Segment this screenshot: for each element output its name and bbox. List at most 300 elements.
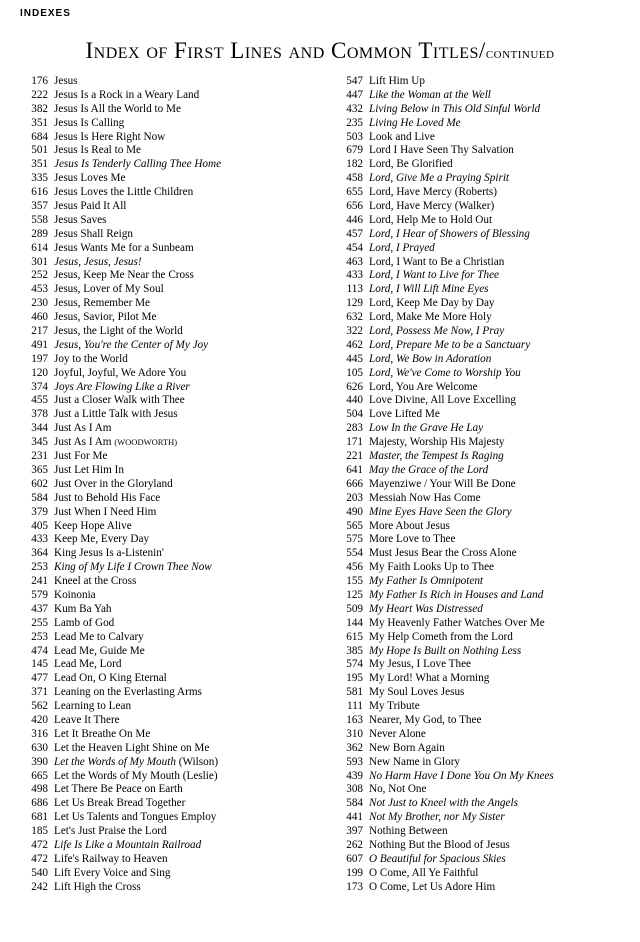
hymn-number: 593 [346,755,363,768]
hymn-title-text: Jesus Is Tenderly Calling Thee Home [54,158,222,171]
hymn-number: 540 [31,866,48,879]
index-entry [333,533,633,547]
hymn-title [369,742,633,756]
hymn-title [54,714,318,728]
hymn-title-text: My Heart Was Distressed [369,602,483,615]
hymn-title [369,506,633,520]
hymn-number: 447 [346,88,363,101]
hymn-title-text: Jesus Is All the World to Me [54,102,181,115]
hymn-number: 681 [31,811,48,824]
hymn-title-text: Let Us Talents and Tongues Employ [54,811,217,824]
hymn-title-text: Lead Me, Lord [54,658,122,671]
index-entry [18,700,318,714]
hymn-title-text: Just Let Him In [54,463,124,476]
hymn-number: 105 [346,366,363,379]
hymn-number: 155 [346,575,363,588]
index-entry [18,742,318,756]
hymn-title-text: O Beautiful for Spacious Skies [369,852,506,865]
hymn-number: 446 [346,213,363,226]
hymn-title [369,158,633,172]
hymn-title [369,381,633,395]
hymn-title [54,672,318,686]
hymn-title [54,492,318,506]
hymn-title-text: Jesus Is a Rock in a Weary Land [54,88,200,101]
index-entry [18,672,318,686]
hymn-title [54,367,318,381]
hymn-title [369,422,633,436]
index-entry [18,631,318,645]
hymn-title [369,242,633,256]
hymn-title-text: Lord, Give Me a Praying Spirit [369,172,510,185]
hymn-number: 289 [31,227,48,240]
hymn-title-text: Lift High the Cross [54,880,141,893]
hymn-title [54,631,318,645]
hymn-number: 454 [346,241,363,254]
hymn-title [54,283,318,297]
hymn-number: 574 [346,658,363,671]
hymn-number: 385 [346,644,363,657]
hymn-number: 163 [346,713,363,726]
index-entry [333,742,633,756]
index-entry [18,770,318,784]
hymn-title [369,436,633,450]
hymn-number: 509 [346,602,363,615]
hymn-title [54,297,318,311]
hymn-title [369,228,633,242]
hymn-title [369,714,633,728]
index-entry [333,381,633,395]
hymn-number: 503 [346,130,363,143]
index-entry [18,506,318,520]
hymn-title-text: Let the Words of My Mouth (Leslie) [54,769,218,782]
hymn-title-text: Lift Him Up [369,75,425,87]
hymn-title-text: Lift Every Voice and Sing [54,866,171,879]
hymn-title [54,75,318,89]
hymn-title [369,867,633,881]
hymn-title [54,228,318,242]
hymn-title-text: Lamb of God [54,616,115,629]
index-entry [18,853,318,867]
index-entry [333,686,633,700]
hymn-title [54,797,318,811]
hymn-title [369,75,633,89]
hymn-number: 501 [31,144,48,157]
hymn-number: 579 [31,588,48,601]
hymn-title [54,561,318,575]
hymn-title-text: Nothing But the Blood of Jesus [369,838,510,851]
index-entry [333,103,633,117]
hymn-title-text: Lord I Have Seen Thy Salvation [369,144,514,157]
hymn-title [54,269,318,283]
hymn-number: 173 [346,880,363,893]
index-entry [18,89,318,103]
hymn-title [369,686,633,700]
hymn-number: 382 [31,102,48,115]
hymn-title [54,172,318,186]
hymn-number: 433 [346,269,363,282]
index-entry [18,200,318,214]
hymn-title-text: Jesus Is Here Right Now [54,130,166,143]
hymn-title [369,520,633,534]
hymn-title [369,881,633,895]
hymn-title [369,645,633,659]
hymn-title-text: Kneel at the Cross [54,575,137,588]
hymn-title [54,89,318,103]
hymn-title [54,770,318,784]
hymn-title [369,172,633,186]
hymn-title-text: My Jesus, I Love Thee [369,658,472,671]
hymn-number: 562 [31,700,48,713]
hymn-title-text: No, Not One [369,783,427,796]
index-entry [18,269,318,283]
hymn-title [369,575,633,589]
hymn-title-text: Jesus, Lover of My Soul [54,283,164,296]
index-entry [18,353,318,367]
hymn-title [369,797,633,811]
hymn-title [369,283,633,297]
hymn-title-text: Mine Eyes Have Seen the Glory [369,505,512,518]
index-entry [18,256,318,270]
index-entry [18,75,318,89]
index-entry [333,547,633,561]
index-entry [333,200,633,214]
hymn-title-text: Just a Little Talk with Jesus [54,408,178,421]
hymn-title-text: Jesus, Keep Me Near the Cross [54,269,194,282]
index-entry [333,131,633,145]
hymn-title-text: Learning to Lean [54,700,132,713]
hymn-title-text: May the Grace of the Lord [369,463,489,476]
hymn-title-text: Life's Railway to Heaven [54,852,168,865]
hymn-number: 397 [346,825,363,838]
hymn-title-text: Majesty, Worship His Majesty [369,436,505,449]
hymn-title-text: Just As I Am [54,436,112,449]
index-entry [18,881,318,895]
hymn-title [54,742,318,756]
index-entry [18,144,318,158]
index-entry [333,478,633,492]
hymn-title [54,478,318,492]
index-entry [18,867,318,881]
hymn-title [369,297,633,311]
hymn-title [54,756,318,770]
index-entry [18,520,318,534]
hymn-title [369,700,633,714]
title-continued: continued [485,45,555,62]
hymn-title-text: Look and Live [369,130,435,143]
hymn-number: 498 [31,783,48,796]
index-entry [333,589,633,603]
running-head: INDEXES [20,8,71,19]
hymn-number: 547 [346,75,363,87]
index-entry [18,811,318,825]
hymn-title [54,520,318,534]
index-entry [18,617,318,631]
index-entry [18,131,318,145]
hymn-number: 630 [31,741,48,754]
index-entry [18,464,318,478]
hymn-title [54,450,318,464]
hymn-title-text: Let There Be Peace on Earth [54,783,183,796]
index-entry [333,144,633,158]
hymn-title-text: My Tribute [369,700,420,713]
hymn-title [54,839,318,853]
hymn-number: 351 [31,116,48,129]
hymn-title [54,436,318,450]
hymn-number: 185 [31,825,48,838]
hymn-number: 195 [346,672,363,685]
hymn-number: 171 [346,436,363,449]
hymn-title-text: Jesus, the Light of the World [54,325,183,338]
index-entry [333,492,633,506]
index-entry [18,117,318,131]
hymn-number: 344 [31,422,48,435]
hymn-number: 322 [346,325,363,338]
hymn-title [369,603,633,617]
hymn-number: 262 [346,838,363,851]
hymn-title [54,589,318,603]
hymn-title-text: Jesus Loves the Little Children [54,186,194,199]
hymn-number: 197 [31,352,48,365]
hymn-number: 491 [31,338,48,351]
hymn-number: 242 [31,880,48,893]
hymn-title [369,200,633,214]
index-entry [333,672,633,686]
hymn-title [54,325,318,339]
hymn-title [54,728,318,742]
hymn-title-text: Life Is Like a Mountain Railroad [54,838,202,851]
index-entry [333,158,633,172]
index-entry [333,714,633,728]
hymn-number: 129 [346,297,363,310]
index-entry [333,631,633,645]
hymn-number: 235 [346,116,363,129]
hymn-title-text: Nothing Between [369,825,448,838]
hymn-number: 203 [346,491,363,504]
hymn-title-text: Lead Me, Guide Me [54,644,145,657]
title-main: Index of First Lines and Common Titles/ [85,38,486,63]
hymn-number: 362 [346,741,363,754]
hymn-number: 252 [31,269,48,282]
hymn-number: 581 [346,686,363,699]
hymn-number: 460 [31,311,48,324]
hymn-title-text: O Come, Let Us Adore Him [369,880,496,893]
hymn-title [54,214,318,228]
hymn-number: 477 [31,672,48,685]
hymn-number: 615 [346,630,363,643]
hymn-title-text: Lord, I Prayed [369,241,435,254]
hymn-number: 231 [31,450,48,463]
hymn-title [369,770,633,784]
hymn-title [54,658,318,672]
hymn-number: 472 [31,838,48,851]
index-entry [333,422,633,436]
index-entry [333,75,633,89]
hymn-title [54,686,318,700]
hymn-title-text: Kum Ba Yah [54,602,112,615]
index-entry [333,728,633,742]
hymn-title-text: Lord, Make Me More Holy [369,311,492,324]
hymn-number: 365 [31,463,48,476]
hymn-number: 565 [346,519,363,532]
hymn-title [369,811,633,825]
hymn-title-text: Lord, Have Mercy (Walker) [369,200,495,213]
hymn-title [54,117,318,131]
hymn-number: 558 [31,213,48,226]
hymn-title-text: Jesus Loves Me [54,172,126,185]
hymn-title-text: Let's Just Praise the Lord [54,825,167,838]
index-entry [333,839,633,853]
hymn-title-text: Not My Brother, nor My Sister [369,811,505,824]
hymn-title-text: Jesus Saves [54,213,107,226]
index-entry [333,645,633,659]
hymn-title [369,186,633,200]
hymn-title-text: Lord, I Want to Be a Christian [369,255,505,268]
hymn-title-text: Low In the Grave He Lay [369,422,484,435]
hymn-number: 113 [346,283,363,296]
hymn-title-text: Must Jesus Bear the Cross Alone [369,547,517,560]
index-entry [333,367,633,381]
hymn-title [369,450,633,464]
hymn-number: 301 [31,255,48,268]
hymn-title [369,339,633,353]
hymn-number: 607 [346,852,363,865]
index-entry [18,436,318,450]
index-entry [333,603,633,617]
hymn-number: 457 [346,227,363,240]
hymn-title [54,603,318,617]
hymn-title-text: Jesus Is Real to Me [54,144,142,157]
index-entry [333,186,633,200]
hymn-number: 584 [346,797,363,810]
hymn-number: 616 [31,186,48,199]
hymn-title [369,89,633,103]
hymn-number: 666 [346,477,363,490]
hymn-number: 632 [346,311,363,324]
index-entry [18,658,318,672]
hymn-number: 453 [31,283,48,296]
hymn-title [369,353,633,367]
hymn-number: 433 [31,533,48,546]
hymn-number: 351 [31,158,48,171]
index-entry [18,283,318,297]
hymn-number: 405 [31,519,48,532]
hymn-title [369,325,633,339]
index-entry [333,325,633,339]
hymn-number: 222 [31,88,48,101]
hymn-number: 125 [346,588,363,601]
hymn-title-text: My Faith Looks Up to Thee [369,561,495,574]
hymn-title-text: Lord, We Bow in Adoration [369,352,492,365]
hymn-number: 316 [31,727,48,740]
hymn-number: 182 [346,158,363,171]
hymn-title-text: Master, the Tempest Is Raging [369,450,504,463]
hymn-title [369,839,633,853]
hymn-title-text: Let Us Break Bread Together [54,797,186,810]
hymn-number: 455 [31,394,48,407]
hymn-title-text: Lead Me to Calvary [54,630,144,643]
hymn-title [369,394,633,408]
hymn-title [369,728,633,742]
index-entry [333,867,633,881]
hymn-title [369,117,633,131]
hymn-title-text: Lord, I Want to Live for Thee [369,269,500,282]
hymn-title [54,381,318,395]
hymn-title-text: No Harm Have I Done You On My Knees [369,769,554,782]
hymn-title-text: Jesus, Remember Me [54,297,151,310]
hymn-title-text: More About Jesus [369,519,450,532]
hymn-title [54,881,318,895]
hymn-title-text: Lord, I Hear of Showers of Blessing [369,227,530,240]
hymn-title-text: Jesus Shall Reign [54,227,133,240]
index-entry [333,256,633,270]
hymn-title-text: Jesus, Savior, Pilot Me [54,311,157,324]
hymn-title [369,131,633,145]
index-entry [333,881,633,895]
hymn-title-text: Just When I Need Him [54,505,157,518]
hymn-title [54,256,318,270]
hymn-number: 420 [31,713,48,726]
hymn-title [54,408,318,422]
hymn-title [54,200,318,214]
hymn-number: 144 [346,616,363,629]
hymn-title [54,242,318,256]
index-entry [18,422,318,436]
hymn-title-text: Lord, Prepare Me to be a Sanctuary [369,338,531,351]
hymn-title [369,214,633,228]
hymn-title-text: My Soul Loves Jesus [369,686,465,699]
hymn-title [369,756,633,770]
index-entry [333,242,633,256]
hymn-number: 602 [31,477,48,490]
hymn-number: 554 [346,547,363,560]
hymn-number: 439 [346,769,363,782]
hymn-title [369,269,633,283]
hymn-number: 462 [346,338,363,351]
hymn-title-text: My Help Cometh from the Lord [369,630,513,643]
hymn-title-text: My Lord! What a Morning [369,672,490,685]
hymn-number: 255 [31,616,48,629]
hymn-title-text: King Jesus Is a-Listenin' [54,547,164,560]
hymn-title-text: King of My Life I Crown Thee Now [54,561,212,574]
index-entry [333,450,633,464]
index-entry [18,561,318,575]
hymn-title [369,256,633,270]
hymn-title-text: Jesus Paid It All [54,200,127,213]
hymn-title-text: Lord, Have Mercy (Roberts) [369,186,497,199]
hymn-title-text: My Father Is Omnipotent [369,575,484,588]
hymn-title-text: Just As I Am [54,422,112,435]
hymn-title-text: Lord, Be Glorified [369,158,453,171]
hymn-title-text: Mayenziwe / Your Will Be Done [369,477,516,490]
hymn-number: 379 [31,505,48,518]
hymn-number: 504 [346,408,363,421]
index-entry [333,408,633,422]
hymn-number: 120 [31,366,48,379]
hymn-title-text: Jesus, You're the Center of My Joy [54,338,209,351]
index-entry [18,158,318,172]
hymn-title [369,783,633,797]
hymn-number: 145 [31,658,48,671]
index-entry [333,353,633,367]
index-entry [333,700,633,714]
index-column-left [18,75,318,895]
index-entry [333,853,633,867]
hymn-title [54,311,318,325]
hymn-title-text: Love Divine, All Love Excelling [369,394,516,407]
hymn-title-text: Lord, Help Me to Hold Out [369,213,493,226]
index-entry [18,325,318,339]
hymn-title [54,811,318,825]
